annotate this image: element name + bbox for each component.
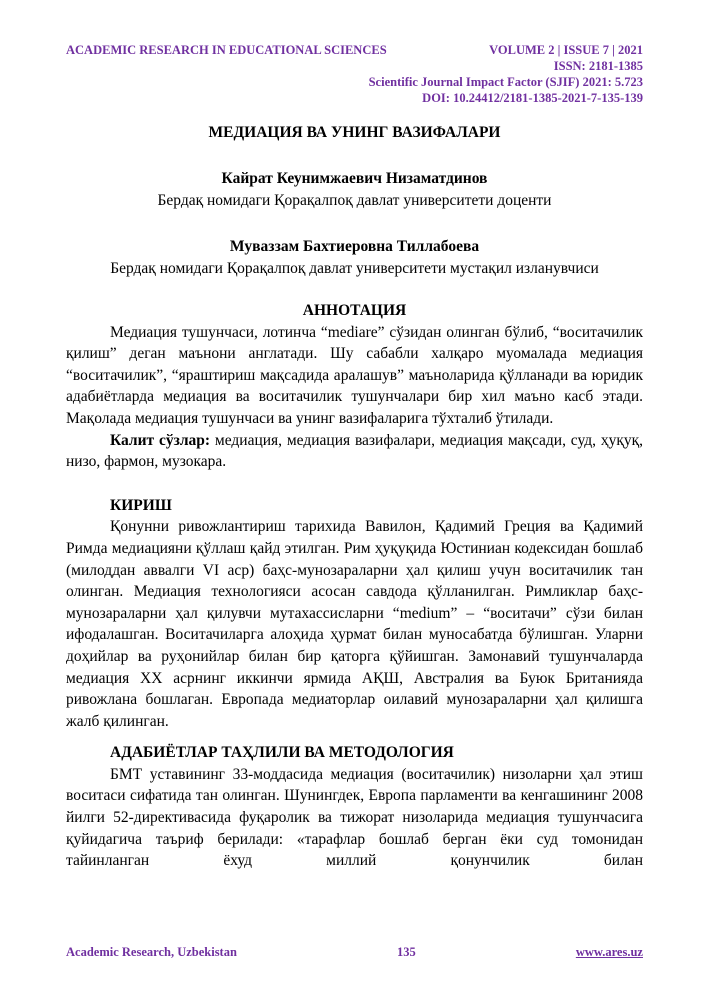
- literature-text: БМТ уставининг 33-моддасида медиация (воситачилик) низоларни ҳал этиш воситаси сифатида тан олинган. Шунингдек, Европа парламенти ва кенгашининг 2008 йилги 52-директивасида фуқаролик ва тижорат низоларида медиация тушунчасига қуйидагича таъриф берилади: «тарафлар бошлаб берган ёки суд томонидан тайинланган ёхуд миллий қонунчилик билан: [66, 765, 643, 870]
- keywords-paragraph: [66, 430, 643, 473]
- author-block: [50, 168, 659, 212]
- paper-body: [66, 300, 643, 872]
- volume-issue: VOLUME 2 | ISSUE 7 | 2021: [489, 43, 643, 57]
- page-number: 135: [397, 945, 416, 959]
- paper-title: МЕДИАЦИЯ ВА УНИНГ ВАЗИФАЛАРИ: [208, 124, 501, 141]
- footer-source: Academic Research, Uzbekistan: [66, 945, 237, 959]
- journal-name: ACADEMIC RESEARCH IN EDUCATIONAL SCIENCES: [66, 43, 387, 57]
- doi: DOI: 10.24412/2181-1385-2021-7-135-139: [422, 91, 643, 105]
- keywords-label: Калит сўзлар:: [110, 431, 211, 449]
- abstract-text: Медиация тушунчаси, лотинча “mediare” сўзидан олинган бўлиб, “воситачилик қилиш” деган маънони англатади. Шу сабабли халқаро муомалада медиация “воситачилик”, “яраштириш мақсадида аралашув” маъноларида қўлланади ва юридик адабиётларда медиация ва воситачилик тушунчалари бир хил маъно касб этади. Мақолада медиация тушунчаси ва унинг вазифаларига тўхталиб ўтилади.: [66, 323, 643, 427]
- intro-text: Қонунни ривожлантириш тарихида Вавилон, Қадимий Греция ва Қадимий Римда медиацияни қўллаш қайд этилган. Рим ҳуқуқида Юстиниан кодексидан бошлаб (милоддан аввалги VI аср) баҳс-мунозараларни ҳал қилиш учун воситачилик тан олинган. Медиация технологияси асосан савдода қўлланилган. Римликлар баҳс-мунозараларни ҳал қилувчи мутахассисларни “medium” – “воситачи” сўзи билан ифодалашган. Воситачиларга алоҳида ҳурмат билан муносабатда бўлишган. Уларни доҳийлар ва руҳонийлар билан бир қаторга қўйишган. Замонавий тушунчаларда медиация ХХ асрнинг иккинчи ярмида АҚШ, Австралия ва Буюк Британияда ривожлана бошлаган. Европада медиаторлар оилавий мунозараларни ҳал қилишга жалб қилинган.: [66, 518, 643, 730]
- author-name: Кайрат Кеунимжаевич Низаматдинов: [221, 170, 488, 187]
- abstract-heading: АННОТАЦИЯ: [302, 302, 407, 319]
- page-footer: [66, 945, 643, 960]
- author-affiliation: Бердақ номидаги Қорақалпоқ давлат университети доценти: [157, 192, 552, 209]
- issn: ISSN: 2181-1385: [553, 59, 643, 73]
- author-affiliation: Бердақ номидаги Қорақалпоқ давлат университети мустақил изланувчиси: [110, 260, 599, 277]
- intro-heading: КИРИШ: [110, 496, 172, 514]
- author-block: [50, 236, 659, 280]
- footer-link[interactable]: www.ares.uz: [575, 945, 643, 959]
- author-name: Муваззам Бахтиеровна Тиллабоева: [229, 238, 480, 255]
- journal-header: [66, 42, 643, 106]
- keywords-text: медиация, медиация вазифалари, медиация мақсади, суд, ҳуқуқ, низо, фармон, музокара.: [66, 431, 644, 471]
- literature-heading: АДАБИЁТЛАР ТАҲЛИЛИ ВА МЕТОДОЛОГИЯ: [110, 744, 454, 762]
- impact-factor: Scientific Journal Impact Factor (SJIF) 2021: 5.723: [368, 75, 643, 89]
